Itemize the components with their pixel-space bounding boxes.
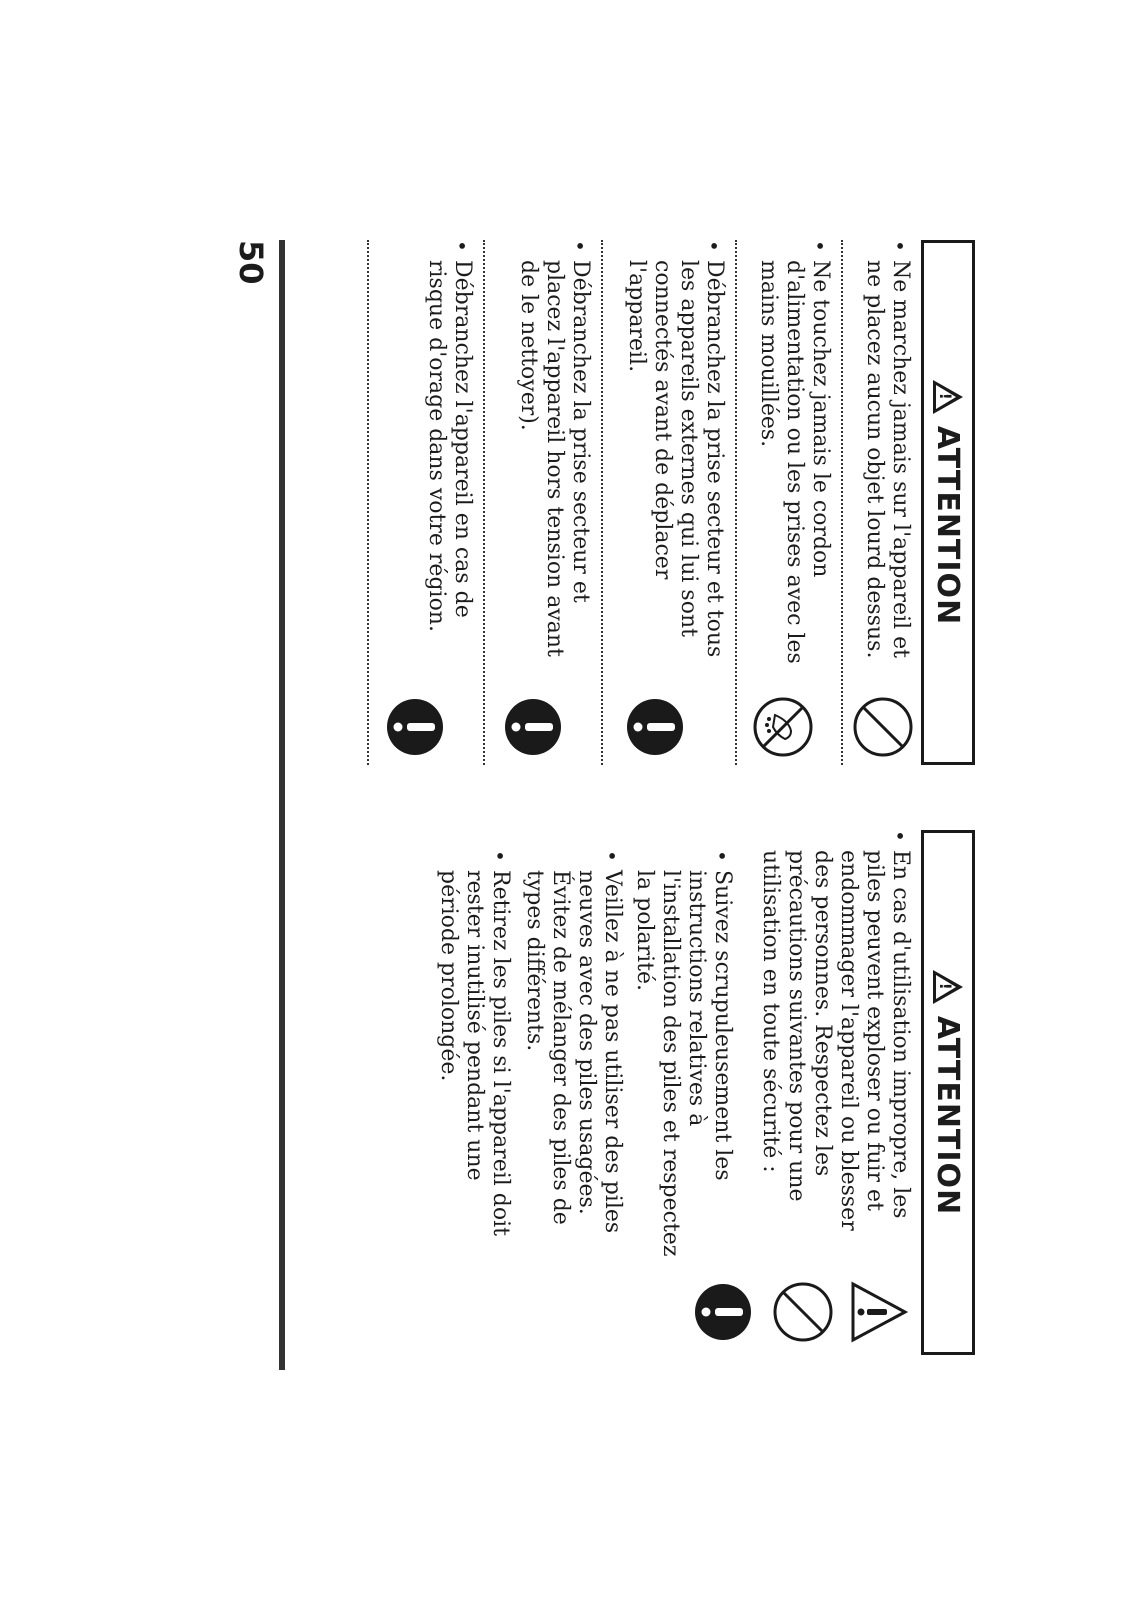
right-item-3 (435, 850, 513, 1260)
bullet: • (600, 850, 624, 862)
right-intro (757, 830, 913, 1260)
bullet: • (450, 240, 474, 252)
prohibition-icon (851, 695, 915, 759)
left-item-3-text: Débranchez la prise secteur et tous les appareils externes qui lui sont connectés avant de déplacer l'appareil. (624, 260, 727, 658)
right-header-title: ATTENTION (930, 1015, 966, 1216)
right-attention-header (921, 830, 975, 1355)
left-item-5-text: Débranchez l'appareil en cas de risque d'orage dans votre région. (424, 260, 475, 632)
left-item-1 (861, 240, 913, 680)
separator (841, 240, 843, 765)
left-item-4-text: Débranchez la prise secteur et placez l'appareil hors tension avant de le nettoyer). (516, 260, 593, 657)
page-number: 50 (232, 240, 270, 285)
bullet: • (568, 240, 592, 252)
left-item-3 (623, 240, 727, 680)
rotated-page (232, 240, 975, 1390)
page-footer-rule (279, 240, 285, 1370)
left-attention-header (921, 240, 975, 765)
warning-triangle-icon: ! (933, 380, 963, 414)
prohibition-icon (771, 1280, 835, 1344)
separator (601, 240, 603, 765)
left-item-1-text: Ne marchez jamais sur l'appareil et ne placez aucun objet lourd dessus. (862, 260, 913, 659)
right-item-3-text: Retirez les piles si l'appareil doit rester inutilisé pendant une période prolongée. (436, 870, 513, 1236)
bullet: • (702, 240, 726, 252)
bullet: • (808, 240, 832, 252)
no-wet-hands-icon (751, 695, 815, 759)
left-header-title: ATTENTION (930, 425, 966, 626)
mandatory-icon (623, 695, 687, 759)
separator (367, 240, 369, 765)
warning-triangle-icon (847, 1280, 911, 1344)
right-item-1-text: Suivez scrupuleusement les instructions relatives à l'installation des piles et respectez la polarité. (632, 870, 735, 1257)
bullet: • (488, 850, 512, 862)
separator (483, 240, 485, 765)
bullet: • (710, 850, 734, 862)
right-intro-text: En cas d'utilisation impropre, les piles peuvent exploser ou fuir et endommager l'appareil ou blesser des personnes. Respectez les précautions suivantes pour une utilisation en toute sécurité : (758, 850, 913, 1231)
left-item-2-text: Ne touchez jamais le cordon d'alimentation ou les prises avec les mains mouillées. (756, 260, 833, 664)
left-item-5 (423, 240, 475, 680)
left-item-2 (755, 240, 833, 680)
separator (735, 240, 737, 765)
bullet: • (888, 240, 912, 252)
bullet: • (888, 830, 912, 842)
right-item-1 (631, 850, 735, 1260)
mandatory-icon (501, 695, 565, 759)
left-item-4 (515, 240, 593, 680)
right-item-2 (521, 850, 625, 1260)
warning-triangle-icon: ! (933, 970, 963, 1004)
mandatory-icon (691, 1280, 755, 1344)
mandatory-icon (383, 695, 447, 759)
right-item-2-text: Veillez à ne pas utiliser des piles neuves avec des piles usagées. Évitez de mélanger des piles de types différents. (522, 870, 625, 1234)
